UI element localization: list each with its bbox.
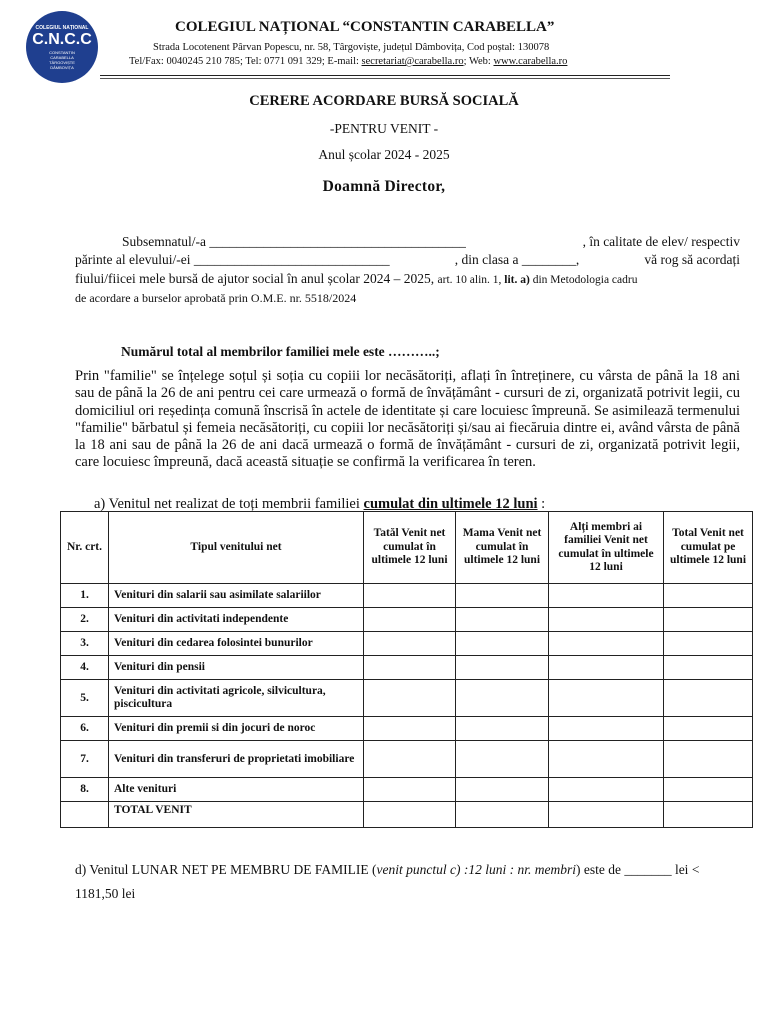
cell-father[interactable]: [364, 608, 456, 632]
student-name-field[interactable]: părinte al elevului/-ei _____________________________: [75, 252, 390, 267]
cell-mother[interactable]: [456, 656, 549, 680]
request-line-2: [75, 252, 740, 268]
request-line-3: [75, 271, 740, 287]
request-line-2-end: vă rog să acordați: [644, 252, 740, 267]
cell-others[interactable]: [549, 717, 664, 741]
table-row: [61, 584, 753, 608]
article-ref: art. 10 alin. 1,: [437, 274, 505, 286]
cell-mother[interactable]: [456, 741, 549, 778]
header-mother: Mama Venit net cumulat în ultimele 12 luni: [456, 512, 549, 584]
row-income-type: Venituri din pensii: [109, 656, 364, 680]
cell-mother[interactable]: [456, 680, 549, 717]
row-income-type: Venituri din activitati independente: [109, 608, 364, 632]
cell-mother[interactable]: [456, 717, 549, 741]
table-total-row: [61, 802, 753, 828]
row-number: 3.: [61, 632, 109, 656]
school-name: COLEGIUL NAȚIONAL “CONSTANTIN CARABELLA”: [175, 19, 555, 35]
table-row: [61, 717, 753, 741]
cell-father[interactable]: [364, 778, 456, 802]
cell-mother[interactable]: [456, 802, 549, 828]
logo-ring-top-text: COLEGIUL NAȚIONAL: [35, 24, 89, 31]
cell-total[interactable]: [664, 717, 753, 741]
header-income-type: Tipul venitului net: [109, 512, 364, 584]
cell-mother[interactable]: [456, 584, 549, 608]
cell-others[interactable]: [549, 608, 664, 632]
row-income-type: Venituri din salarii sau asimilate salariilor: [109, 584, 364, 608]
cell-total[interactable]: [664, 778, 753, 802]
table-header-row: [61, 512, 753, 584]
cell-mother[interactable]: [456, 608, 549, 632]
cell-total[interactable]: [664, 680, 753, 717]
monthly-prefix: d) Venitul LUNAR NET PE MEMBRU DE FAMILIE (: [75, 862, 377, 877]
monthly-income-line[interactable]: [75, 862, 699, 878]
table-row: [61, 680, 753, 717]
row-number: [61, 802, 109, 828]
cell-mother[interactable]: [456, 632, 549, 656]
row-income-type: Venituri din transferuri de proprietati imobiliare: [109, 741, 364, 778]
cell-total[interactable]: [664, 802, 753, 828]
header-total: Total Venit net cumulat pe ultimele 12 luni: [664, 512, 753, 584]
document-subtitle: -PENTRU VENIT -: [329, 121, 439, 136]
methodology-ref: din Metodologia cadru: [529, 274, 638, 286]
contacts-prefix: Tel/Fax: 0040245 210 785; Tel: 0771 091 329; E-mail:: [129, 56, 362, 67]
class-field[interactable]: , din clasa a ________,: [454, 252, 580, 267]
row-income-type: TOTAL VENIT: [109, 802, 364, 828]
school-logo: [26, 11, 98, 83]
cell-father[interactable]: [364, 802, 456, 828]
family-members-count-line[interactable]: Numărul total al membrilor familiei mele este ………..;: [121, 344, 440, 359]
applicant-name-field[interactable]: Subsemnatul/-a ______________________________________: [122, 234, 466, 249]
school-year: Anul școlar 2024 - 2025: [318, 147, 450, 162]
row-number: 4.: [61, 656, 109, 680]
logo-ring-bottom-text: CONSTANTIN CARABELLA TÂRGOVIȘTE DÂMBOVIȚA: [49, 49, 75, 70]
email-link[interactable]: secretariat@carabella.ro: [361, 56, 464, 67]
table-row: [61, 608, 753, 632]
contacts-middle: ; Web:: [463, 56, 494, 67]
header-nr: Nr. crt.: [61, 512, 109, 584]
income-label-period: cumulat din ultimele 12 luni: [363, 496, 538, 512]
cell-father[interactable]: [364, 717, 456, 741]
logo-monogram: C.N.C.C: [32, 30, 92, 48]
request-line-4: de acordare a burselor aprobată prin O.M.E. nr. 5518/2024: [75, 291, 357, 305]
income-label-suffix: :: [537, 496, 546, 512]
row-number: 6.: [61, 717, 109, 741]
cell-mother[interactable]: [456, 778, 549, 802]
table-row: [61, 778, 753, 802]
family-definition-paragraph: Prin "familie" se înțelege soțul și soția cu copiii lor necăsătoriți, aflați în întreținere, cu vârsta de până la 18 ani sau de până la 26 de ani pentru cei care urmează o formă de învățământ - cursuri de zi, organizată potrivit legii, cu domiciliul ori reședința comună înscrisă în actele de identitate și care locuiesc împreună. Se asimilează termenului "familie" bărbatul și femeia necăsătoriți, cu copiii lor necăsătoriți și/sau ai fiecăruia dintre ei, având vârsta de până la 18 ani sau de până la 26 de ani dacă urmează o formă de învățământ - cursuri de zi, organizată potrivit legii, care locuiesc împreună, dacă această situație se confirmă la verificarea în teren.: [75, 368, 740, 471]
header-divider: [100, 75, 670, 76]
row-income-type: Alte venituri: [109, 778, 364, 802]
monthly-suffix: ) este de _______ lei <: [575, 862, 700, 877]
request-line-1: [75, 234, 740, 250]
document-title: CERERE ACORDARE BURSĂ SOCIALĂ: [249, 93, 519, 109]
school-contacts: [129, 56, 567, 67]
table-row: [61, 632, 753, 656]
cell-others[interactable]: [549, 802, 664, 828]
income-label-prefix: a) Venitul net realizat de toți membrii familiei: [94, 496, 364, 512]
cell-father[interactable]: [364, 656, 456, 680]
cell-others[interactable]: [549, 632, 664, 656]
header-divider-thin: [100, 78, 670, 79]
cell-father[interactable]: [364, 741, 456, 778]
cell-total[interactable]: [664, 608, 753, 632]
school-address: Strada Locotenent Pârvan Popescu, nr. 58, Târgoviște, județul Dâmbovița, Cod poștal: 130078: [153, 42, 550, 53]
cell-father[interactable]: [364, 680, 456, 717]
cell-total[interactable]: [664, 584, 753, 608]
cell-total[interactable]: [664, 632, 753, 656]
row-number: 2.: [61, 608, 109, 632]
row-number: 7.: [61, 741, 109, 778]
cell-others[interactable]: [549, 680, 664, 717]
row-number: 8.: [61, 778, 109, 802]
cell-total[interactable]: [664, 656, 753, 680]
table-row: [61, 741, 753, 778]
cell-father[interactable]: [364, 584, 456, 608]
row-number: 5.: [61, 680, 109, 717]
table-row: [61, 656, 753, 680]
cell-others[interactable]: [549, 778, 664, 802]
header-other-members: Alți membri ai familiei Venit net cumulat în ultimele 12 luni: [549, 512, 664, 584]
request-line-1-end: , în calitate de elev/ respectiv: [582, 234, 740, 249]
row-income-type: Venituri din activitati agricole, silvicultura, piscicultura: [109, 680, 364, 717]
cell-others[interactable]: [549, 656, 664, 680]
row-number: 1.: [61, 584, 109, 608]
monthly-formula: venit punctul c) :12 luni : nr. membri: [376, 862, 576, 877]
row-income-type: Venituri din cedarea folosintei bunurilor: [109, 632, 364, 656]
cell-others[interactable]: [549, 741, 664, 778]
row-income-type: Venituri din premii si din jocuri de noroc: [109, 717, 364, 741]
letter-ref: lit. a): [504, 274, 530, 286]
header-father: Tatăl Venit net cumulat în ultimele 12 luni: [364, 512, 456, 584]
request-line-3-text: fiului/fiicei mele bursă de ajutor social în anul școlar 2024 – 2025,: [75, 271, 438, 286]
cell-father[interactable]: [364, 632, 456, 656]
income-table: [60, 511, 753, 828]
salutation: Doamnă Director,: [322, 178, 446, 195]
monthly-threshold: 1181,50 lei: [75, 886, 136, 901]
web-link[interactable]: www.carabella.ro: [493, 56, 568, 67]
cell-total[interactable]: [664, 741, 753, 778]
cell-others[interactable]: [549, 584, 664, 608]
